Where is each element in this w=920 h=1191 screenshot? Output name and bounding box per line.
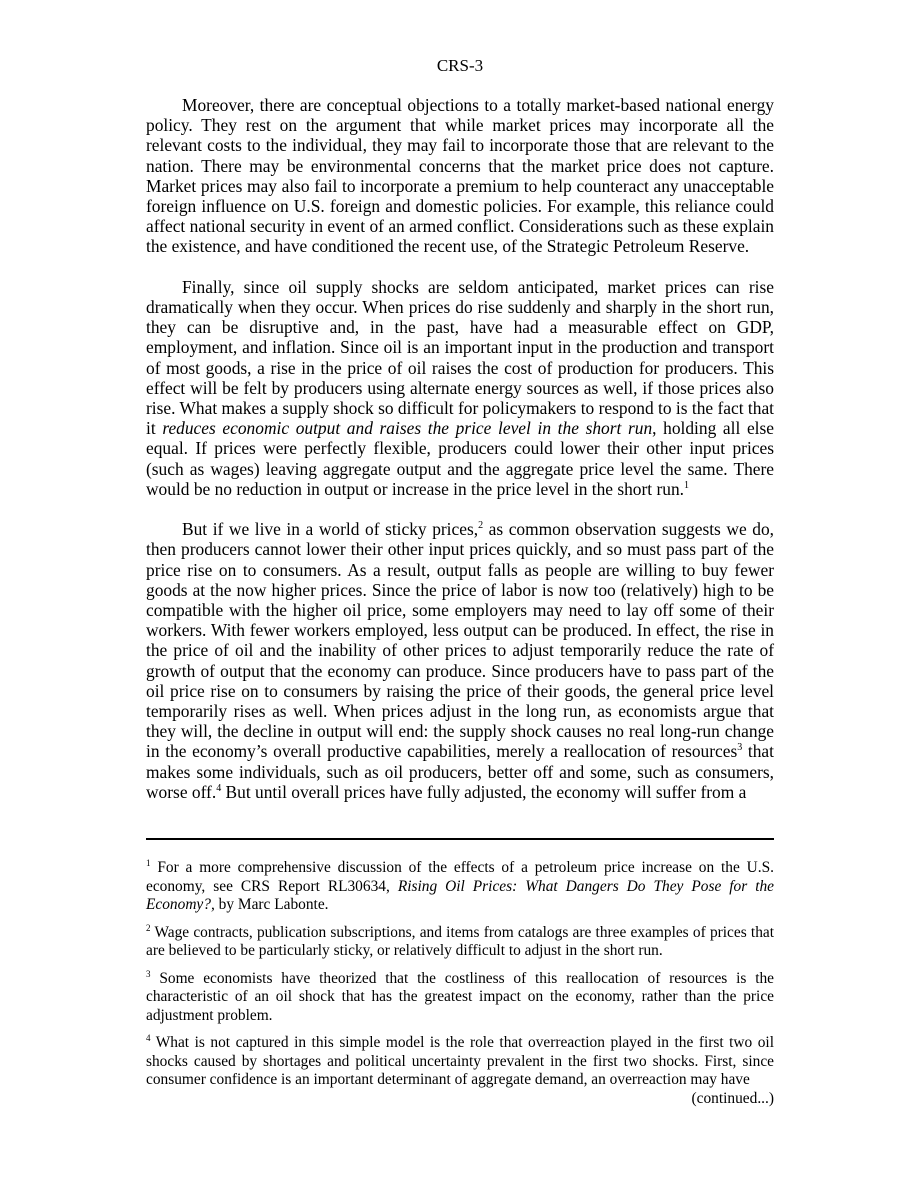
- paragraph-3-text-b: as common observation suggests we do, then producers cannot lower their other input prices quickly, and so must pass part of the price rise on to consumers. As a result, output falls as people are willing to buy fewer goods at the now higher prices. Since the price of labor is now too (relatively) high to be compatible with the higher oil price, some employers may need to lay off some of their workers. With fewer workers employed, less output can be produced. In effect, the rise in the price of oil and the inability of other prices to adjust temporarily reduce the rate of growth of output that the economy can produce. Since producers have to pass part of the oil price rise on to consumers by raising the price of their goods, the general price level temporarily rises as well. When prices adjust in the long run, as economists argue that they will, the decline in output will end: the supply shock causes no real long-run change in the economy’s overall productive capabilities, merely a reallocation of resources: [146, 519, 774, 762]
- footnote-2-number: 2: [146, 922, 151, 933]
- footnote-2: [146, 924, 774, 961]
- paragraph-1-text: Moreover, there are conceptual objections to a totally market-based national energy policy. They rest on the argument that while market prices may incorporate all the relevant costs to the individual, they may fail to incorporate those that are relevant to the nation. There may be environmental concerns that the market price does not capture. Market prices may also fail to incorporate a premium to help counteract any unacceptable foreign influence on U.S. foreign and domestic policies. For example, this reliance could affect national security in event of an armed conflict. Considerations such as these explain the existence, and have conditioned the recent use, of the Strategic Petroleum Reserve.: [146, 95, 774, 257]
- footnote-3-text: Some economists have theorized that the costliness of this reallocation of resources is the characteristic of an oil shock that has the greatest impact on the economy, rather than the price adjustment problem.: [146, 969, 774, 1024]
- footnote-1: [146, 859, 774, 915]
- paragraph-3-text-a: But if we live in a world of sticky prices,: [182, 519, 479, 540]
- paragraph-3: [146, 519, 774, 802]
- footnote-1-text-a: For a more comprehensive discussion of the effects of a petroleum price increase on the U.S. economy, see CRS Report RL30634,: [146, 859, 774, 895]
- paragraph-3-text-d: But until overall prices have fully adjusted, the economy will suffer from a: [221, 781, 747, 802]
- footnote-ref-4[interactable]: 4: [216, 783, 222, 795]
- footnote-4-text: What is not captured in this simple model is the role that overreaction played in the first two oil shocks caused by shortages and political uncertainty prevalent in the first two shocks. First, since consumer confidence is an important determinant of aggregate demand, an overreaction may have: [146, 1034, 774, 1088]
- footnote-4: [146, 1034, 774, 1090]
- continued-note: (continued...): [691, 1089, 774, 1107]
- footnote-1-number: 1: [146, 857, 151, 868]
- footnote-1-text-b: by Marc Labonte.: [214, 896, 329, 913]
- paragraph-2-text-a: Finally, since oil supply shocks are seldom anticipated, market prices can rise dramatically when they occur. When prices do rise suddenly and sharply in the short run, they can be disruptive and, in the past, have had a measurable effect on GDP, employment, and inflation. Since oil is an important input in the production and transport of most goods, a rise in the price of oil raises the cost of production for producers. This effect will be felt by producers using alternate energy sources as well, if those prices also rise. What makes a supply shock so difficult for policymakers to respond to is the fact that it: [146, 276, 774, 439]
- paragraph-1: [146, 95, 774, 257]
- footnote-1-italic: Rising Oil Prices: What Dangers Do They Pose for the Economy?,: [146, 877, 775, 913]
- paragraph-3-text-c: that makes some individuals, such as oil producers, better off and some, such as consumers, worse off.: [146, 741, 774, 802]
- footnotes: [146, 859, 774, 1117]
- body-text: [146, 95, 774, 822]
- footnote-4-number: 4: [146, 1032, 151, 1043]
- footnote-divider: [146, 838, 774, 840]
- footnote-ref-1[interactable]: 1: [684, 480, 689, 492]
- page-header: CRS-3: [436, 56, 484, 75]
- footnote-ref-3[interactable]: 3: [737, 742, 743, 754]
- paragraph-2-text-b: , holding all else equal. If prices were perfectly flexible, producers could lower their other input prices (such as wages) leaving aggregate output and the aggregate price level the same. There would be no reduction in output or increase in the price level in the short run.: [146, 418, 775, 499]
- paragraph-2-italic: reduces economic output and raises the price level in the short run: [162, 418, 653, 439]
- paragraph-2: [146, 277, 774, 499]
- footnote-3: [146, 970, 774, 1026]
- footnote-ref-2[interactable]: 2: [478, 520, 484, 532]
- footnote-3-number: 3: [146, 968, 151, 979]
- footnote-2-text: Wage contracts, publication subscriptions, and items from catalogs are three examples of prices that are believed to be particularly sticky, or relatively difficult to adjust in the short run.: [146, 923, 774, 959]
